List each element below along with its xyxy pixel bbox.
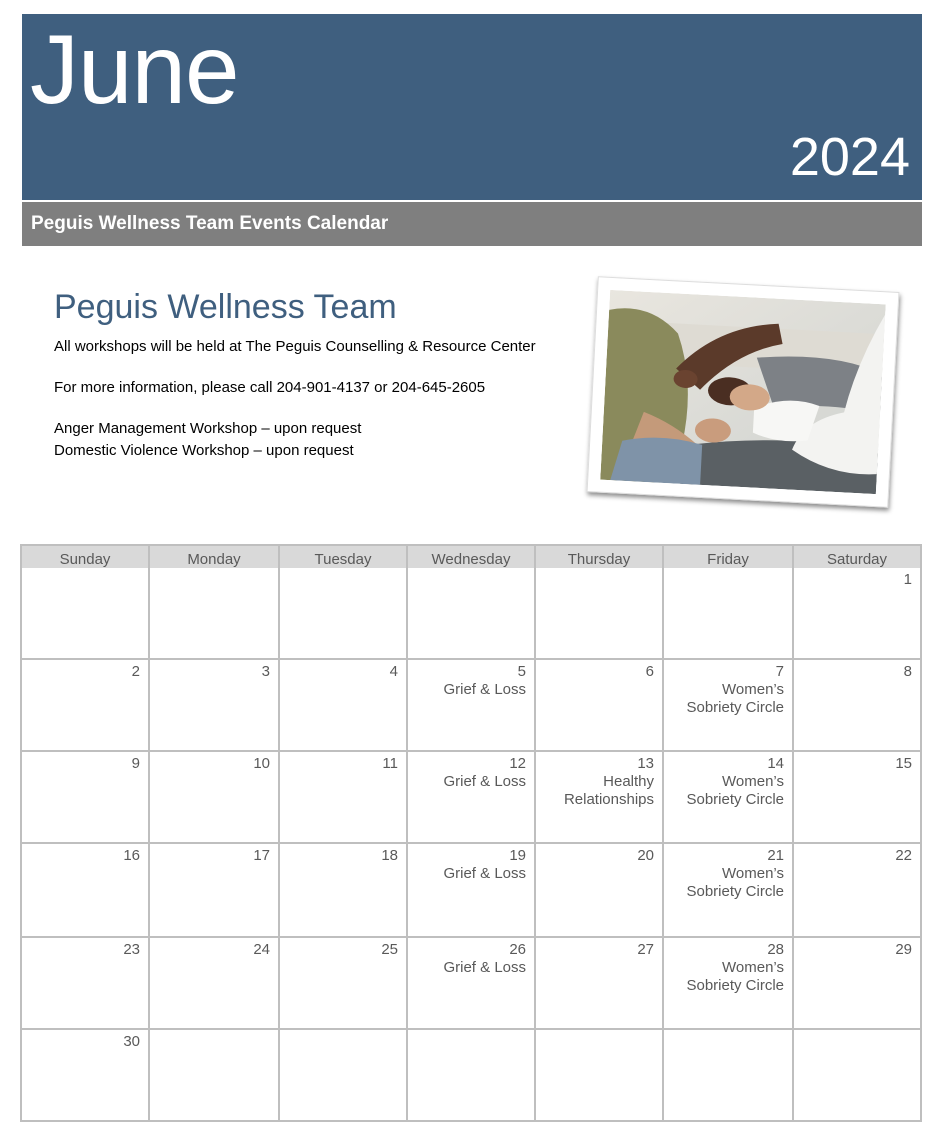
calendar-day-cell [663,1029,793,1121]
calendar-day-cell [407,1029,535,1121]
calendar-day-cell [407,751,535,843]
workshop-domestic-violence: Domestic Violence Workshop – upon request [54,441,354,459]
day-number: 30 [123,1033,140,1050]
day-event: Grief & Loss [443,773,526,790]
photo-frame [587,276,900,508]
workshop-anger-management: Anger Management Workshop – upon request [54,419,362,437]
day-number: 2 [131,663,140,680]
day-number: 3 [261,663,270,680]
calendar-day-cell [663,568,793,659]
info-section [54,290,574,462]
calendar-day-cell [279,843,407,937]
calendar-grid [20,544,922,1122]
day-number: 29 [895,941,912,958]
month-header-banner [22,14,922,200]
calendar-day-cell [535,568,663,659]
calendar-day-cell [149,937,279,1029]
day-number: 23 [123,941,140,958]
calendar-day-cell [793,843,921,937]
day-number: 12 [509,755,526,772]
calendar-week-row [21,751,921,843]
calendar-day-cell [21,937,149,1029]
weekday-sunday: Sunday [21,545,149,568]
calendar-day-cell [793,568,921,659]
day-number: 13 [637,755,654,772]
day-number: 4 [389,663,398,680]
calendar-week-row [21,937,921,1029]
calendar-day-cell [793,751,921,843]
day-event: Women’s Sobriety Circle [686,865,784,900]
day-event: Women’s Sobriety Circle [686,681,784,716]
calendar-day-cell [535,659,663,751]
day-event: Grief & Loss [443,865,526,882]
weekday-thursday: Thursday [535,545,663,568]
day-number: 10 [253,755,270,772]
weekday-friday: Friday [663,545,793,568]
calendar-day-cell [279,751,407,843]
calendar-day-cell [407,843,535,937]
day-number: 19 [509,847,526,864]
calendar-day-cell [149,1029,279,1121]
day-event: Women’s Sobriety Circle [686,773,784,808]
calendar-day-cell [21,751,149,843]
day-number: 20 [637,847,654,864]
calendar-day-cell [663,937,793,1029]
calendar-day-cell [407,937,535,1029]
calendar-week-row [21,843,921,937]
hands-holding-photo [600,290,886,494]
day-number: 7 [775,663,784,680]
calendar-day-cell [793,937,921,1029]
calendar-week-row [21,1029,921,1121]
calendar-day-cell [149,568,279,659]
day-event: Women’s Sobriety Circle [686,959,784,994]
calendar-day-cell [535,843,663,937]
contact-text: For more information, please call 204-901-4137 or 204-645-2605 [54,378,486,396]
calendar-week-row [21,659,921,751]
year-title: 2024 [789,127,910,187]
calendar-day-cell [407,568,535,659]
calendar-day-cell [279,1029,407,1121]
calendar-day-cell [149,659,279,751]
day-number: 9 [131,755,140,772]
day-number: 26 [509,941,526,958]
calendar-day-cell [21,568,149,659]
day-number: 17 [253,847,270,864]
calendar-day-cell [279,659,407,751]
calendar-day-cell [149,843,279,937]
day-number: 27 [637,941,654,958]
day-number: 22 [895,847,912,864]
day-number: 1 [903,571,912,588]
calendar-day-cell [149,751,279,843]
weekday-monday: Monday [149,545,279,568]
weekday-saturday: Saturday [793,545,921,568]
calendar-day-cell [21,1029,149,1121]
calendar-day-cell [279,568,407,659]
calendar-day-cell [279,937,407,1029]
calendar-day-cell [535,1029,663,1121]
calendar-day-cell [535,937,663,1029]
day-number: 8 [903,663,912,680]
day-number: 15 [895,755,912,772]
day-number: 5 [517,663,526,680]
calendar-subtitle-bar [22,202,922,246]
weekday-tuesday: Tuesday [279,545,407,568]
calendar-day-cell [793,659,921,751]
day-event: Grief & Loss [443,681,526,698]
calendar-day-cell [793,1029,921,1121]
weekday-header-row [21,545,921,568]
month-title: June [30,14,239,124]
calendar-day-cell [535,751,663,843]
day-number: 18 [381,847,398,864]
calendar-day-cell [663,659,793,751]
day-number: 21 [767,847,784,864]
day-number: 16 [123,847,140,864]
calendar-day-cell [21,659,149,751]
location-text: All workshops will be held at The Peguis Counselling & Resource Center [54,337,536,355]
calendar-subtitle: Peguis Wellness Team Events Calendar [31,213,389,234]
day-number: 24 [253,941,270,958]
calendar-day-cell [663,751,793,843]
day-number: 11 [382,755,398,772]
calendar-day-cell [407,659,535,751]
day-number: 14 [767,755,784,772]
day-number: 25 [381,941,398,958]
day-event: Healthy Relationships [563,773,654,808]
day-event: Grief & Loss [443,959,526,976]
calendar-day-cell [663,843,793,937]
team-title: Peguis Wellness Team [54,288,397,326]
calendar-day-cell [21,843,149,937]
day-number: 6 [645,663,654,680]
day-number: 28 [767,941,784,958]
calendar-week-row [21,568,921,659]
weekday-wednesday: Wednesday [407,545,535,568]
